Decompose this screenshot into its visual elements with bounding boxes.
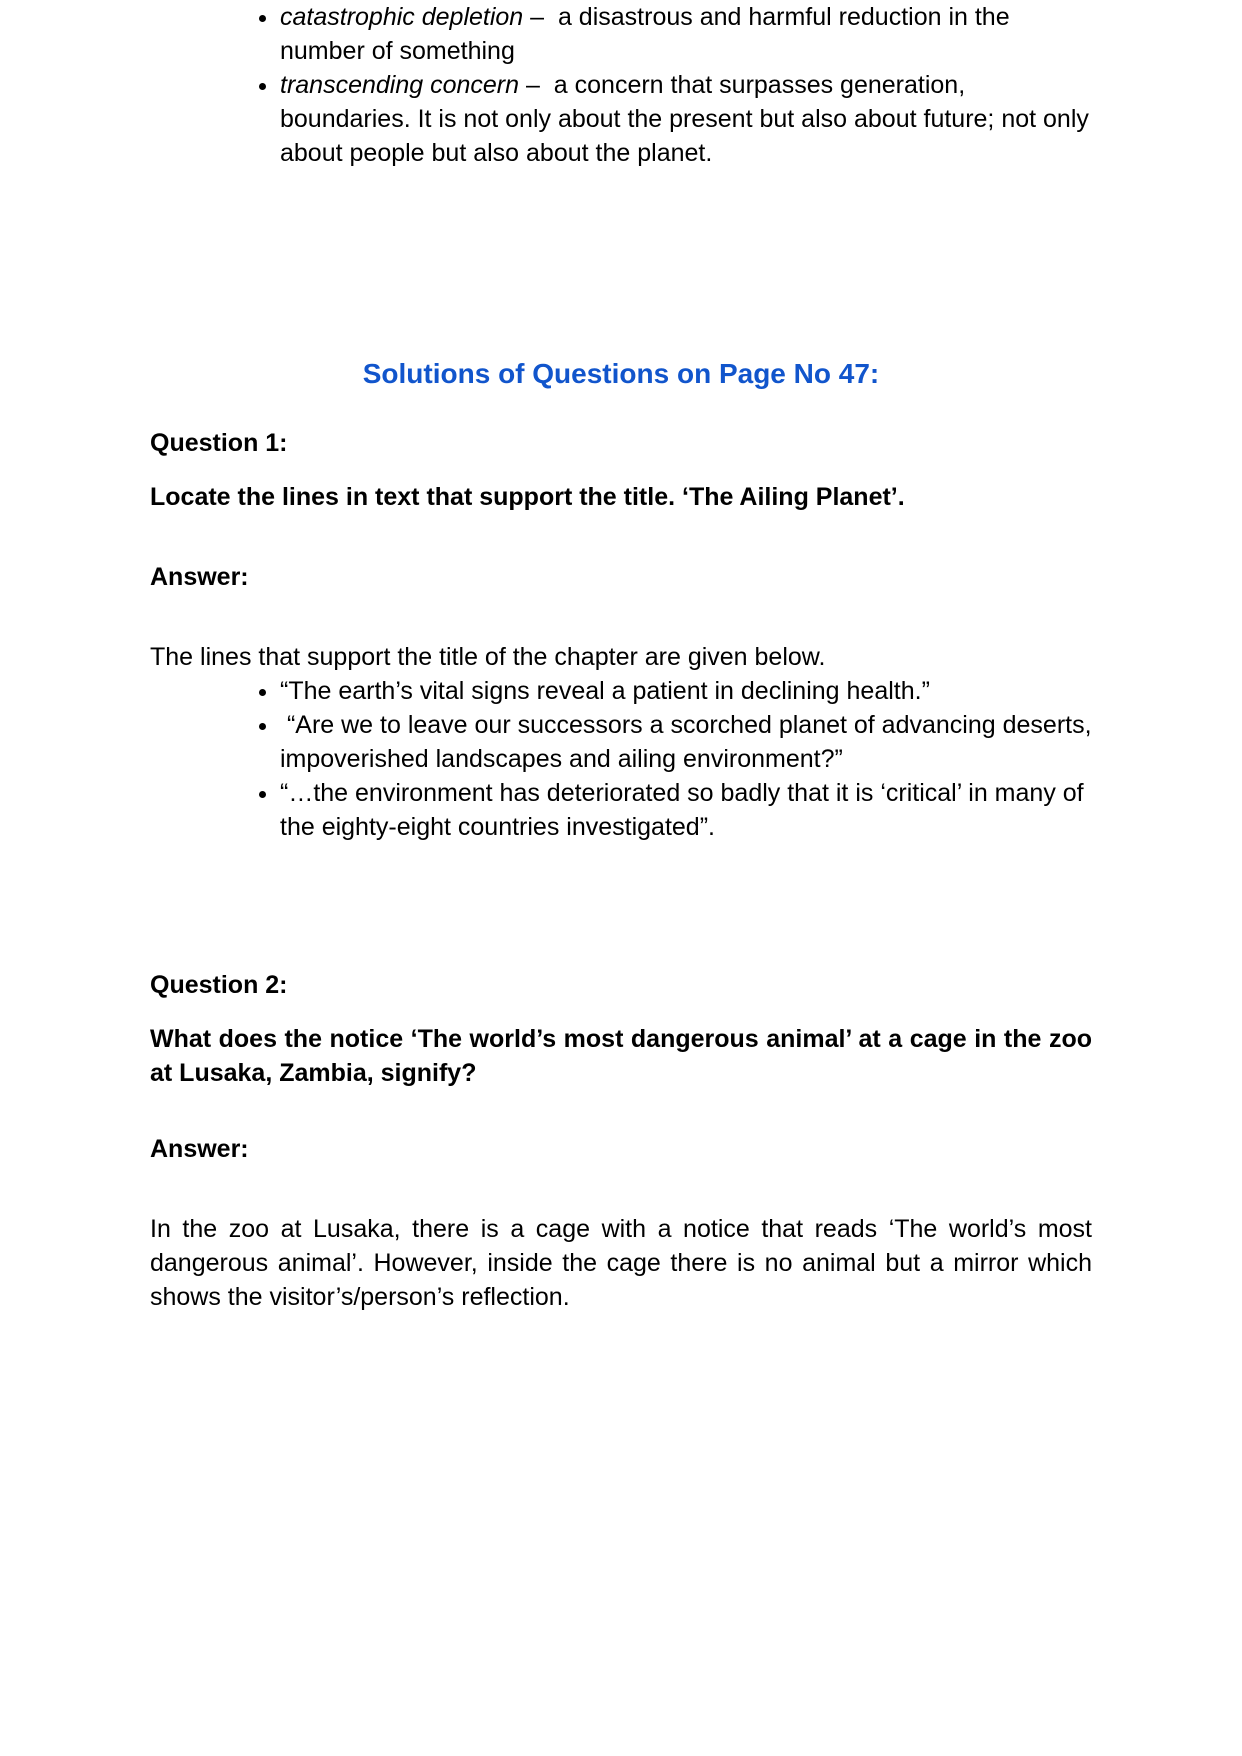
vocab-item-catastrophic-depletion [280, 0, 1092, 68]
vocab-term: catastrophic depletion [280, 3, 524, 31]
supporting-line: • “…the environment has deteriorated so badly that it is ‘critical’ in many of the eighty-eight countries investigated”. [280, 776, 1092, 844]
question1-answer-intro: The lines that support the title of the chapter are given below. [150, 643, 826, 671]
vocabulary-list [150, 0, 1092, 170]
question2-answer-label: Answer: [150, 1135, 249, 1163]
section-heading: Solutions of Questions on Page No 47: [362, 358, 880, 389]
supporting-line: • “The earth’s vital signs reveal a patient in declining health.” [280, 674, 1092, 708]
vocab-term: transcending concern [280, 71, 520, 99]
vocab-definition: – a concern that surpasses generation, boundaries. It is not only about the present but also about future; not only about people but also about the planet. [280, 71, 1089, 167]
question2-answer-text: In the zoo at Lusaka, there is a cage with a notice that reads ‘The world’s most dangerous animal’. However, inside the cage there is no animal but a mirror which shows the visitor’s/person’s reflection. [150, 1215, 1092, 1311]
question1-label: Question 1: [150, 429, 288, 457]
question2-label: Question 2: [150, 971, 288, 999]
supporting-line: • “Are we to leave our successors a scorched planet of advancing deserts, impoverished landscapes and ailing environment?” [280, 708, 1092, 776]
question1-text: Locate the lines in text that support the title. ‘The Ailing Planet’. [150, 483, 905, 511]
vocab-definition: – a disastrous and harmful reduction in the number of something [280, 3, 1010, 65]
question1-answer-label: Answer: [150, 563, 249, 591]
question2-text: What does the notice ‘The world’s most dangerous animal’ at a cage in the zoo at Lusaka, Zambia, signify? [150, 1025, 1092, 1087]
supporting-lines-list [150, 674, 1092, 844]
vocab-item-transcending-concern [280, 68, 1092, 170]
